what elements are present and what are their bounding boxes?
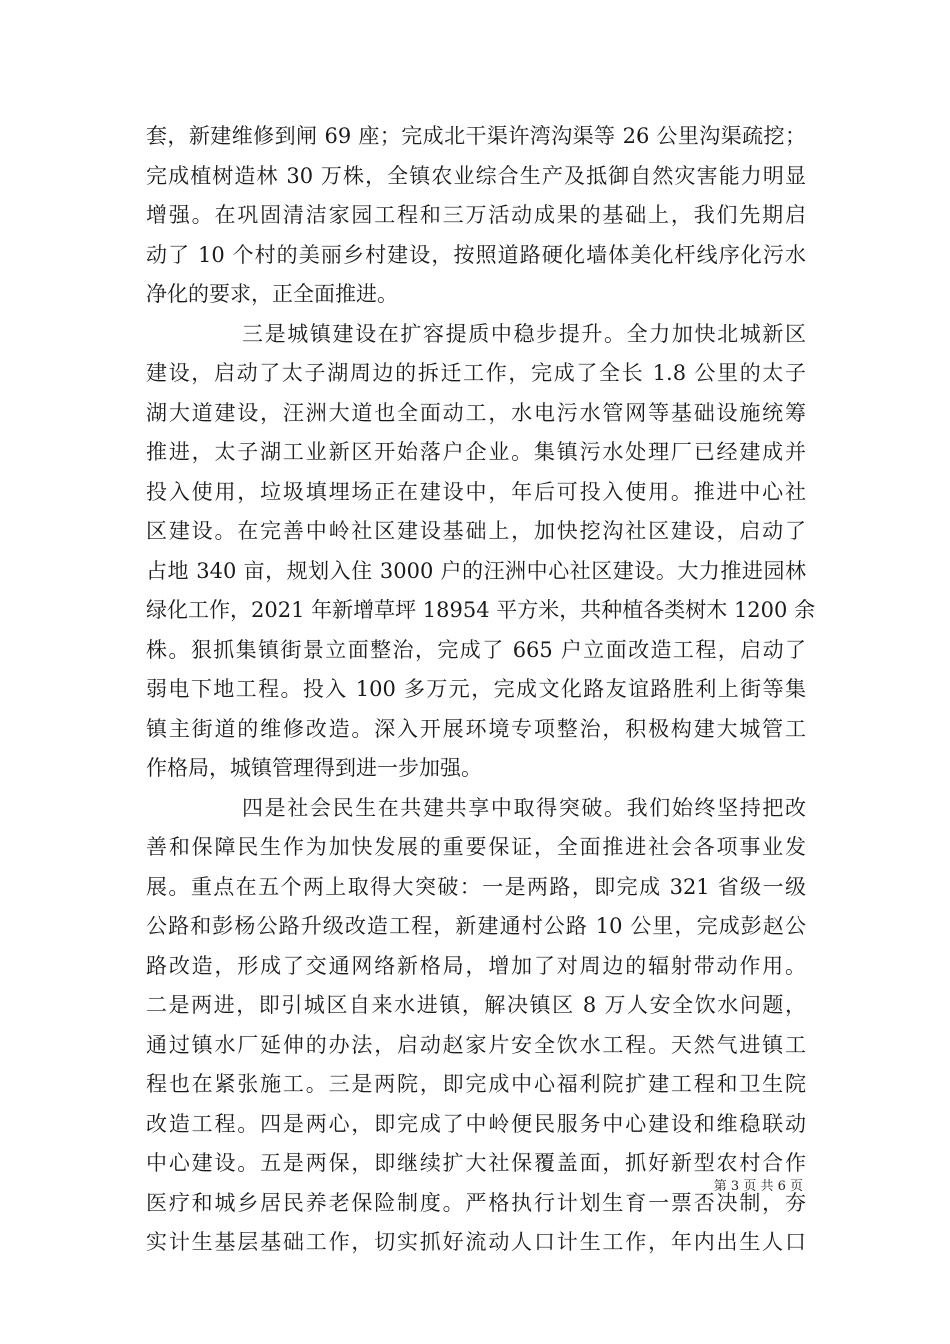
text-line: 净化的要求，正全面推进。 xyxy=(146,282,398,306)
text-line: 四是社会民生在共建共享中取得突破。我们始终坚持把改 xyxy=(242,795,806,820)
text-line: 建设，启动了太子湖周边的拆迁工作，完成了全长 1.8 公里的太子 xyxy=(146,361,806,385)
text-line: 占地 340 亩，规划入住 3000 户的汪洲中心社区建设。大力推进园林 xyxy=(146,558,806,583)
text-line: 推进，太子湖工业新区开始落户企业。集镇污水处理厂已经建成并 xyxy=(146,440,806,464)
text-line: 完成植树造林 30 万株，全镇农业综合生产及抵御自然灾害能力明显 xyxy=(146,163,806,188)
paragraph-p3 xyxy=(146,789,806,1263)
text-line: 投入使用，垃圾填埋场正在建设中，年后可投入使用。推进中心社 xyxy=(146,479,806,504)
text-line: 中心建设。五是两保，即继续扩大社保覆盖面，抓好新型农村合作 xyxy=(146,1151,806,1175)
text-line: 医疗和城乡居民养老保险制度。严格执行计划生育一票否决制，夯 xyxy=(146,1190,806,1215)
text-line: 增强。在巩固清洁家园工程和三万活动成果的基础上，我们先期启 xyxy=(146,203,806,227)
paragraph-p2 xyxy=(146,315,816,789)
text-line: 公路和彭杨公路升级改造工程，新建通村公路 10 公里，完成彭赵公 xyxy=(146,914,806,938)
text-line: 二是两进，即引城区自来水进镇，解决镇区 8 万人安全饮水问题， xyxy=(146,993,806,1017)
text-line: 湖大道建设，汪洲大道也全面动工，水电污水管网等基础设施统筹 xyxy=(146,400,806,425)
text-line: 套，新建维修到闸 69 座；完成北干渠许湾沟渠等 26 公里沟渠疏挖； xyxy=(146,124,806,148)
text-line: 绿化工作，2021 年新增草坪 18954 平方米，共种植各类树木 1200 余 xyxy=(146,598,816,622)
page-number-footer: 第 3 页 共 6 页 xyxy=(713,1179,803,1194)
text-line: 展。重点在五个两上取得大突破：一是两路，即完成 321 省级一级 xyxy=(146,874,806,899)
text-line: 株。狠抓集镇街景立面整治，完成了 665 户立面改造工程，启动了 xyxy=(146,637,806,662)
text-line: 区建设。在完善中岭社区建设基础上，加快挖沟社区建设，启动了 xyxy=(146,519,806,543)
text-line: 作格局，城镇管理得到进一步加强。 xyxy=(146,756,482,780)
text-line: 实计生基层基础工作，切实抓好流动人口计生工作，年内出生人口 xyxy=(146,1230,806,1254)
text-line: 善和保障民生作为加快发展的重要保证，全面推进社会各项事业发 xyxy=(146,835,806,859)
text-line: 镇主街道的维修改造。深入开展环境专项整治，积极构建大城管工 xyxy=(146,716,806,741)
body-text xyxy=(146,117,816,1263)
text-line: 通过镇水厂延伸的办法，启动赵家片安全饮水工程。天然气进镇工 xyxy=(146,1032,806,1057)
text-line: 弱电下地工程。投入 100 多万元，完成文化路友谊路胜利上街等集 xyxy=(146,677,806,701)
text-line: 程也在紧张施工。三是两院，即完成中心福利院扩建工程和卫生院 xyxy=(146,1072,806,1096)
paragraph-p1 xyxy=(146,117,806,315)
text-line: 动了 10 个村的美丽乡村建设，按照道路硬化墙体美化杆线序化污水 xyxy=(146,242,806,267)
text-line: 路改造，形成了交通网络新格局，增加了对周边的辐射带动作用。 xyxy=(146,953,806,978)
text-line: 三是城镇建设在扩容提质中稳步提升。全力加快北城新区 xyxy=(242,321,806,346)
text-line: 改造工程。四是两心，即完成了中岭便民服务中心建设和维稳联动 xyxy=(146,1111,806,1136)
